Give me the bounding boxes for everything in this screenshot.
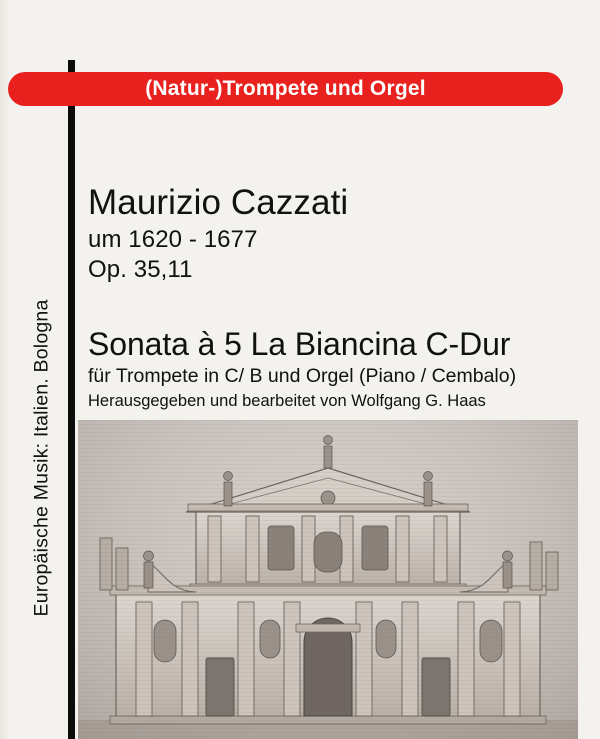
instrument-banner-label: (Natur-)Trompete und Orgel (145, 77, 426, 100)
composer-dates: um 1620 - 1677 (88, 225, 258, 253)
series-vertical-label: Europäische Musik: Italien. Bologna (30, 299, 53, 617)
title-block (88, 185, 578, 411)
instrumentation-line: für Trompete in C/ B und Orgel (Piano / Cembalo) (88, 364, 517, 387)
spine-bar (68, 60, 75, 739)
page-edge-shading (0, 0, 10, 739)
composer-name: Maurizio Cazzati (88, 183, 349, 222)
halftone-texture (78, 420, 578, 739)
opus-number: Op. 35,11 (88, 255, 193, 283)
editor-credit: Herausgegeben und bearbeitet von Wolfgang G. Haas (88, 391, 486, 410)
instrument-banner (8, 72, 563, 106)
work-title: Sonata à 5 La Biancina C-Dur (88, 325, 511, 362)
church-facade-engraving (78, 420, 578, 739)
